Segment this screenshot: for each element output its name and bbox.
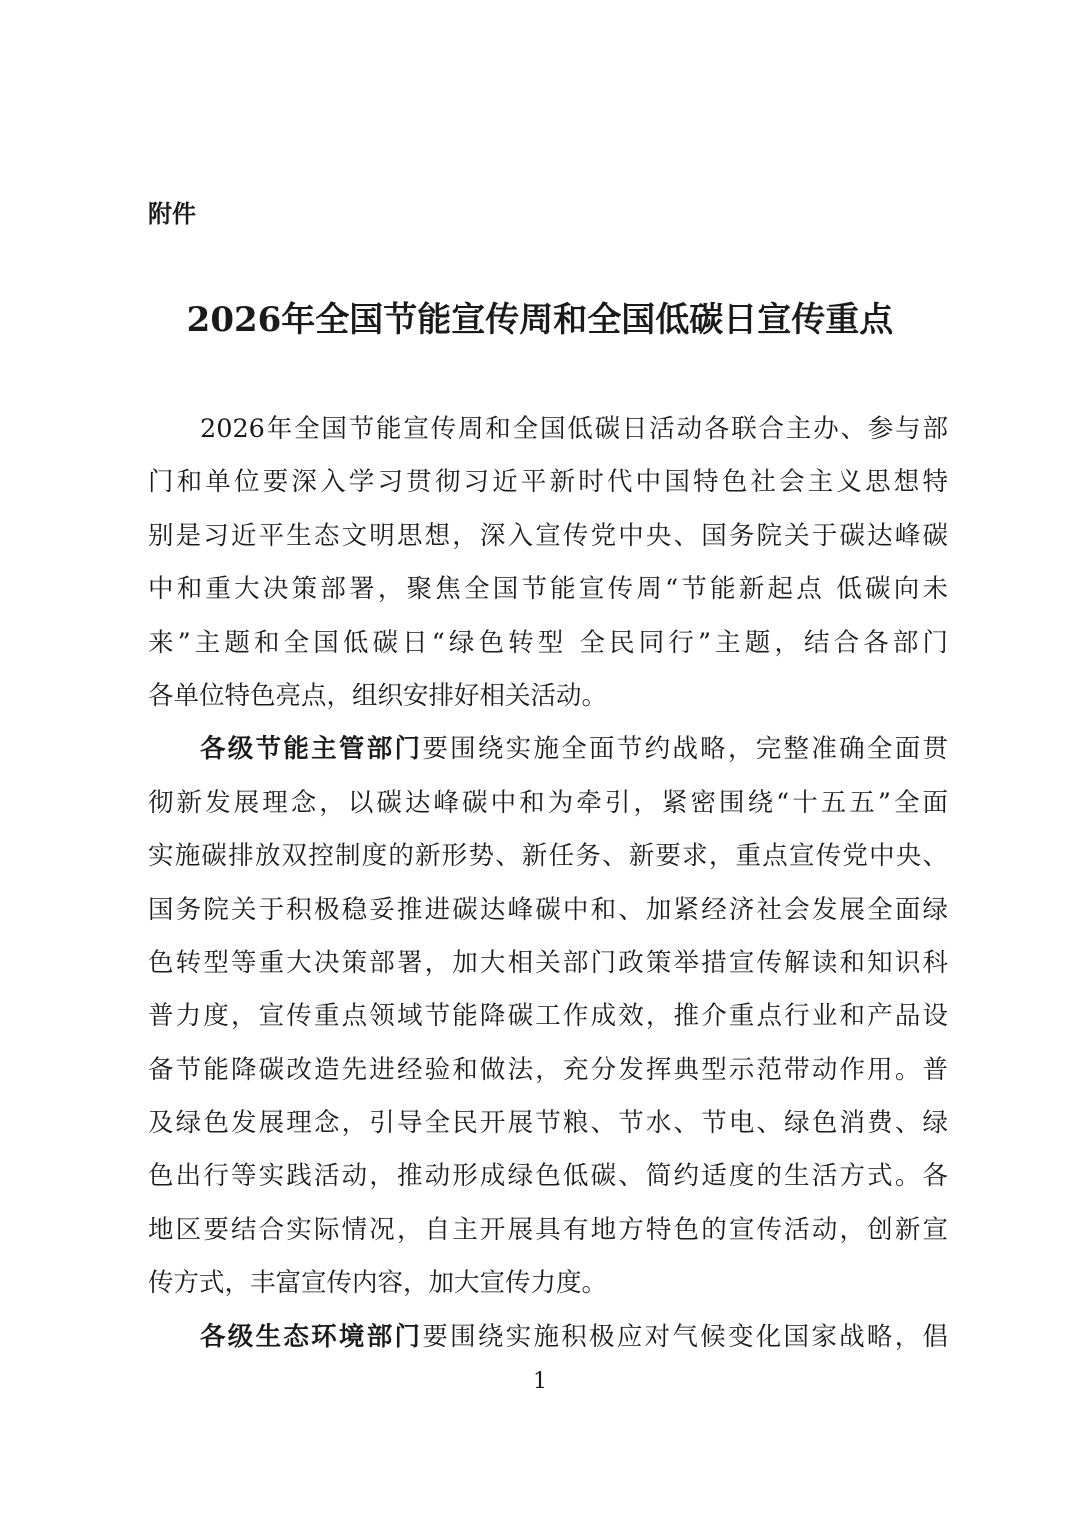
paragraph-1: [148, 403, 948, 723]
paragraph-line: 国务院关于积极稳妥推进碳达峰碳中和、加紧经济社会发展全面绿: [148, 894, 948, 925]
paragraph-line: 中和重大决策部署，聚焦全国节能宣传周“节能新起点 低碳向未: [148, 574, 948, 605]
paragraph-line: 2026年全国节能宣传周和全国低碳日活动各联合主办、参与部: [200, 414, 948, 444]
paragraph-line-text: 要围绕实施积极应对气候变化国家战略，倡: [422, 1321, 948, 1352]
paragraph-line: 别是习近平生态文明思想，深入宣传党中央、国务院关于碳达峰碳: [148, 520, 948, 551]
paragraph-line: 传方式，丰富宣传内容，加大宣传力度。: [148, 1268, 608, 1299]
document-title: 2026年全国节能宣传周和全国低碳日宣传重点: [186, 300, 894, 340]
paragraph-3: [148, 1311, 948, 1364]
paragraph-2: [148, 723, 948, 1310]
paragraph-line: 普力度，宣传重点领域节能降碳工作成效，推介重点行业和产品设: [148, 1001, 948, 1032]
paragraph-line: [148, 723, 948, 776]
paragraph-line: 实施碳排放双控制度的新形势、新任务、新要求，重点宣传党中央、: [148, 841, 948, 872]
paragraph-lead: 各级节能主管部门: [200, 734, 423, 765]
attachment-label: 附件: [148, 200, 196, 228]
paragraph-line: 及绿色发展理念，引导全民开展节粮、节水、节电、绿色消费、绿: [148, 1108, 948, 1139]
paragraph-line: 地区要结合实际情况，自主开展具有地方特色的宣传活动，创新宣: [148, 1214, 948, 1245]
paragraph-line: [148, 1311, 948, 1364]
paragraph-lead: 各级生态环境部门: [200, 1321, 423, 1352]
document-body: [148, 403, 948, 1364]
paragraph-line: 色出行等实践活动，推动形成绿色低碳、简约适度的生活方式。各: [148, 1161, 948, 1192]
paragraph-line-text: 要围绕实施全面节约战略，完整准确全面贯: [422, 734, 948, 765]
paragraph-line: 色转型等重大决策部署，加大相关部门政策举措宣传解读和知识科: [148, 947, 948, 978]
paragraph-line: 彻新发展理念，以碳达峰碳中和为牵引，紧密围绕“十五五”全面: [148, 787, 948, 818]
paragraph-line: 各单位特色亮点，组织安排好相关活动。: [148, 680, 608, 711]
paragraph-line: 备节能降碳改造先进经验和做法，充分发挥典型示范带动作用。普: [148, 1054, 948, 1085]
paragraph-line: 门和单位要深入学习贯彻习近平新时代中国特色社会主义思想特: [148, 467, 948, 498]
paragraph-line: 来”主题和全国低碳日“绿色转型 全民同行”主题，结合各部门: [148, 627, 948, 658]
page-number: 1: [533, 1369, 547, 1394]
